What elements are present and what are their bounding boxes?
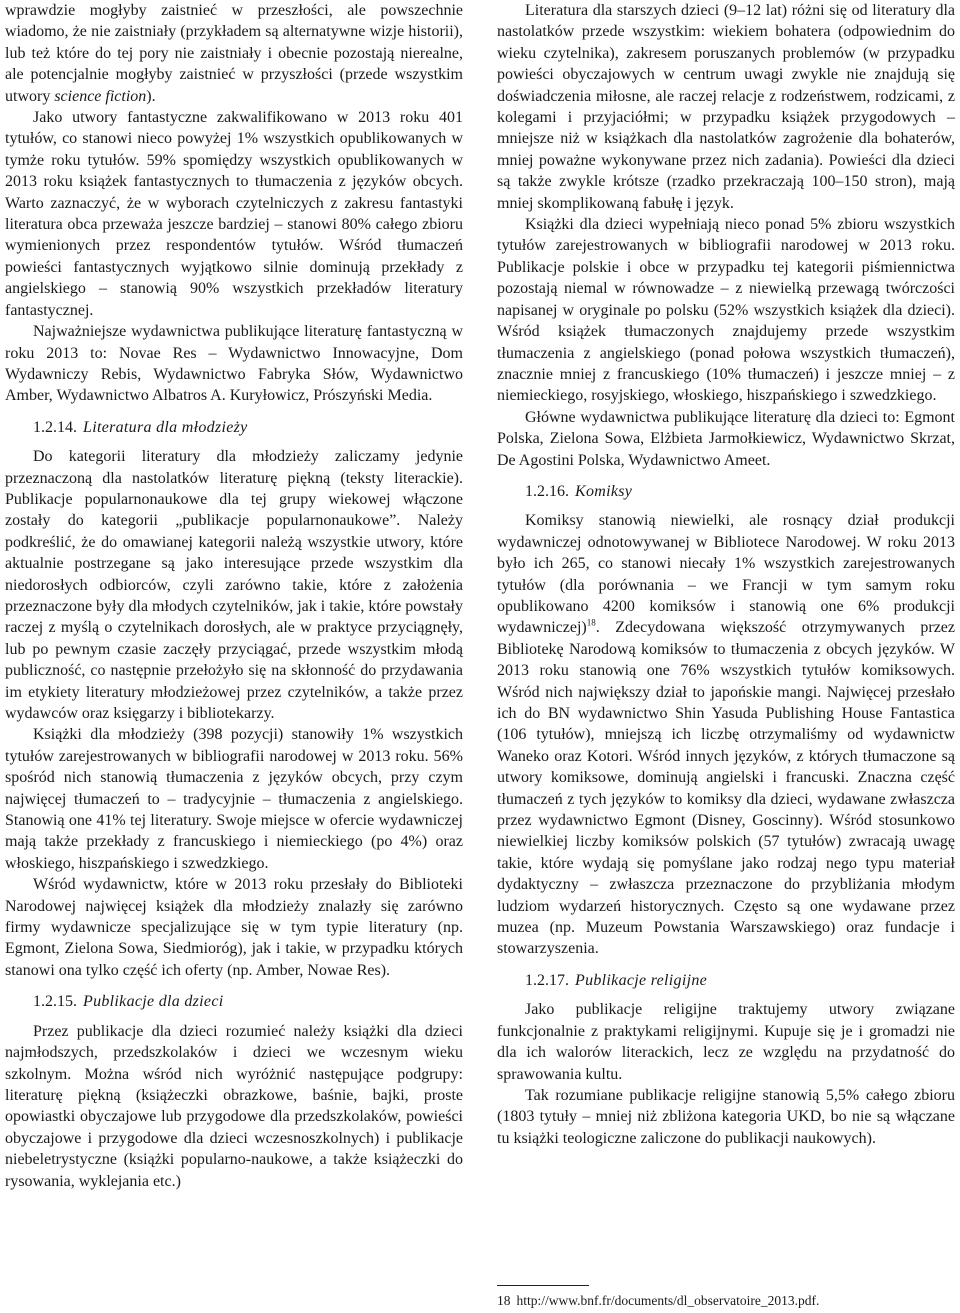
paragraph-text: Komiksy stanowią niewielki, ale rosnący dział produkcji wydawniczej odnotowywanej w Bibliotece Narodowej. W roku 2013 było ich 265, co stanowi niecały 1% wszystkich zarejestrowanych tytułów (dla porównania – we Francji w tym samym roku opublikowano 4200 komiksów i stanowią one 6% produkcji wydawniczej) bbox=[497, 512, 955, 637]
paragraph: Główne wydawnictwa publikujące literaturę dla dzieci to: Egmont Polska, Zielona Sowa, Elżbieta Jarmołkiewicz, Wydawnictwo Skrzat, De Agostini Polska, Wydawnictwo Ameet. bbox=[497, 408, 955, 469]
section-number: 1.2.17. bbox=[525, 971, 569, 989]
section-heading-1-2-15 bbox=[5, 991, 463, 1012]
paragraph bbox=[5, 0, 463, 107]
section-heading-1-2-16 bbox=[497, 481, 955, 502]
footnote-divider bbox=[497, 1285, 589, 1286]
paragraph: Do kategorii literatury dla młodzieży zaliczamy jedynie przeznaczoną dla nastolatków literaturę piękną (teksty literackie). Publikacje popularnonaukowe dla tej grupy wiekowej włączone zostały do kategorii „publikacje popularnonaukowe”. Należy podkreślić, że do omawianej kategorii należą wszystkie utwory, które aktualnie postrzegane są jako interesujące przede wszystkim dla niedorosłych odbiorców, czyli zarówno takie, które z założenia przeznaczone były dla młodych czytelników, jak i takie, które powstały raczej z myślą o czytelnikach dorosłych, ale w praktyce przyciągnęły, lub po pewnym czasie zaczęły przyciągać, przede wszystkim młodą publiczność, co następnie przełożyło się na skłonność do przydawania im etykiety literatury młodzieżowej przez czytelników, a także przez wydawców oraz księgarzy i bibliotekarzy. bbox=[5, 448, 463, 722]
paragraph: Książki dla młodzieży (398 pozycji) stanowiły 1% wszystkich tytułów zarejestrowanych w bibliografii narodowej w 2013 roku. 56% spośród nich stanowią tłumaczenia z języków obcych, przy czym najwięcej tłumaczeń to – tradycyjnie – tłumaczenia z angielskiego. Stanowią one 41% tej literatury. Swoje miejsce w ofercie wydawniczej mają także przekłady z francuskiego i niemieckiego (po 4%) oraz włoskiego, hiszpańskiego i szwedzkiego. bbox=[5, 726, 463, 872]
right-column bbox=[497, 0, 955, 1149]
footnote-number: 18 bbox=[497, 1293, 511, 1308]
paragraph: Książki dla dzieci wypełniają nieco ponad 5% zbioru wszystkich tytułów zarejestrowanych w bibliografii narodowej w 2013 roku. Publikacje polskie i obce w przypadku tej kategorii piśmiennictwa pozostają niemal w równowadze – z niewielką przewagą twórczości napisanej w oryginale po polsku (52% wszystkich książek dla dzieci). Wśród książek tłumaczonych znajdujemy przede wszystkim tłumaczenia z angielskiego (ponad połowa wszystkich tłumaczeń), znacznie mniej z francuskiego (10% tłumaczeń) i jeszcze mniej – z niemieckiego, rosyjskiego, włoskiego, hiszpańskiego i szwedzkiego. bbox=[497, 216, 955, 405]
paragraph: Jako utwory fantastyczne zakwalifikowano w 2013 roku 401 tytułów, co stanowi nieco powyżej 1% wszystkich opublikowanych w tymże roku tytułów. 59% spomiędzy wszystkich opublikowanych w 2013 roku książek fantastycznych to tłumaczenia z języków obcych. Warto zaznaczyć, że w wyborach czytelniczych z zakresu fantastyki literatura obca przeważa jeszcze bardziej – stanowi 80% całego zbioru wymienionych przez respondentów tytułów. Wśród tłumaczeń powieści fantastycznych wyjątkowo silnie dominują przekłady z angielskiego – stanowią 90% wszystkich przekładów literatury fantastycznej. bbox=[5, 109, 463, 319]
paragraph-text: . Zdecydowana większość otrzymywanych przez Bibliotekę Narodową komiksów to tłumaczenia z obcych języków. W 2013 roku stanowią one 76% wszystkich tytułów komiksowych. Wśród nich największy dział to japońskie mangi. Najwięcej przesłało ich do BN wydawnictwo Shin Yasuda Publishing House Fantastica (106 tytułów), mniejszą ich liczbę otrzymaliśmy od wydawnictw Waneko oraz Kotori. Wśród innych języków, z których tłumaczone są utwory komiksowe, dominują angielski i francuski. Znaczna część tłumaczeń z tych języków to komiksy dla dzieci, wydawane zwłaszcza przez wydawnictwo Egmont (Disney, Goscinny). Wśród stosunkowo niewielkiej liczby komiksów polskich (57 tytułów) zwracają uwagę takie, które wydają się pomyślane jako rodzaj nego typu materiał dydaktyczny – zwłaszcza przeznaczone do przybliżania młodym ludziom wydarzeń historycznych. Często są one wydawane przez muzea (np. Muzeum Powstania Warszawskiego) oraz fundacje i stowarzyszenia. bbox=[497, 619, 955, 958]
footnote-reference[interactable]: 18 bbox=[586, 618, 596, 629]
footnote bbox=[497, 1292, 955, 1309]
section-number: 1.2.14. bbox=[33, 418, 77, 436]
section-number: 1.2.16. bbox=[525, 482, 569, 500]
paragraph-text: ). bbox=[146, 87, 156, 105]
paragraph: Jako publikacje religijne traktujemy utwory związane funkcjonalnie z praktykami religijnymi. Kupuje się je i gromadzi nie dla ich walorów literackich, lecz ze względu na przydatność do sprawowania kultu. bbox=[497, 1001, 955, 1083]
paragraph: Wśród wydawnictw, które w 2013 roku przesłały do Biblioteki Narodowej najwięcej książek dla młodzieży znalazły się zarówno firmy wydawnicze specjalizujące się w tym typie literatury (np. Egmont, Zielona Sowa, Siedmioróg), jak i takie, w przypadku których stanowi ona tylko część ich oferty (np. Amber, Nowae Res). bbox=[5, 876, 463, 979]
section-number: 1.2.15. bbox=[33, 993, 77, 1011]
left-column bbox=[5, 0, 463, 1192]
section-title: Publikacje religijne bbox=[575, 971, 708, 989]
section-title: Literatura dla młodzieży bbox=[83, 418, 248, 436]
paragraph bbox=[497, 510, 955, 960]
section-heading-1-2-17 bbox=[497, 970, 955, 991]
paragraph: Tak rozumiane publikacje religijne stanowią 5,5% całego zbioru (1803 tytuły – mniej niż zbliżona kategoria UKD, bo nie są włączane tu książki teologiczne zaliczone do publikacji naukowych). bbox=[497, 1086, 955, 1147]
section-title: Komiksy bbox=[575, 482, 633, 500]
paragraph-text: wprawdzie mogłyby zaistnieć w przeszłości, ale powszechnie wiadomo, że nie zaistniały (przykładem są alternatywne wizje historii), lub też które do tej pory nie zaistniały i obecnie pozostają nierealne, ale potencjalnie mogłyby zaistnieć w przyszłości (przede wszystkim utwory bbox=[5, 2, 463, 105]
section-heading-1-2-14 bbox=[5, 417, 463, 438]
paragraph: Literatura dla starszych dzieci (9–12 lat) różni się od literatury dla nastolatków przede wszystkim: wiekiem bohatera (odpowiednim do wieku czytelnika), zakresem poruszanych problemów (w przypadku powieści obyczajowych w centrum uwagi zwykle nie znajdują się doświadczenia miłosne, ale raczej relacje z rodzeństwem, rodzicami, z kolegami i przyjaciółmi; w przypadku książek przygodowych – mniejsze niż w książkach dla nastolatków zagrożenie dla bohaterów, mniej poważne wykonywane przez nich zadania). Powieści dla dzieci są także zwykle krótsze (rzadko przekraczają 100–150 stron), mają mniej skomplikowaną fabułę i język. bbox=[497, 2, 955, 212]
paragraph: Najważniejsze wydawnictwa publikujące literaturę fantastyczną w roku 2013 to: Novae Res – Wydawnictwo Innowacyjne, Dom Wydawniczy Rebis, Wydawnictwo Fabryka Słów, Wydawnictwo Amber, Wydawnictwo Albatros A. Kuryłowicz, Prószyński Media. bbox=[5, 323, 463, 405]
paragraph: Przez publikacje dla dzieci rozumieć należy książki dla dzieci najmłodszych, przedszkolaków i dzieci we wczesnym wieku szkolnym. Można wśród nich wyróżnić następujące podgrupy: literaturę piękną (książeczki obrazkowe, baśnie, bajki, proste opowiastki obyczajowe lub przygodowe dla przedszkolaków, powieści obyczajowe i przygodowe dla dzieci wczesnoszkolnych) i publikacje niebeletrystyczne (książki popularno-naukowe, a także książeczki do rysowania, wyklejania etc.) bbox=[5, 1022, 463, 1190]
footnote-link[interactable]: http://www.bnf.fr/documents/dl_observatoire_2013.pdf. bbox=[516, 1293, 820, 1308]
emphasis-text: science fiction bbox=[54, 87, 147, 105]
section-title: Publikacje dla dzieci bbox=[83, 993, 224, 1011]
